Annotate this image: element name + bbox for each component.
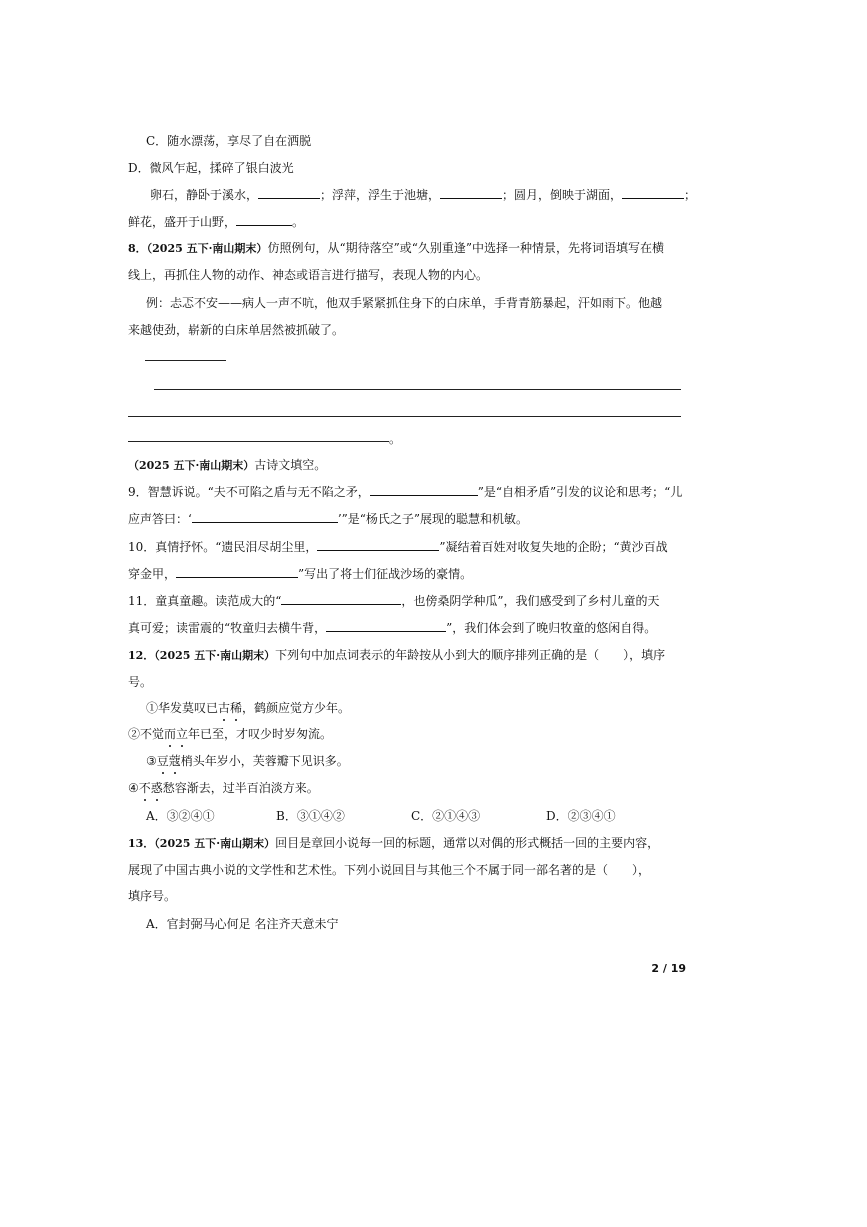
q10-blank-1[interactable] [317, 537, 439, 551]
q8-example-line-1: 例：忐忑不安——病人一声不吭，他双手紧紧抓住身下的白床单，手背青筋暴起，汗如雨下。他越 [146, 296, 663, 310]
q7-blank-2[interactable] [440, 185, 502, 199]
q12-options [146, 806, 706, 826]
q7-fill-line-1: 卵石，静卧于溪水， ；浮萍，浮生于池塘， ；圆月，倒映于湖面， ； [150, 185, 710, 205]
q13-stem-line-3: 填序号。 [128, 889, 177, 903]
q13-stem-line-1: 13．（2025 五下·南山期末）回目是章回小说每一回的标题，通常以对偶的形式概括一回的主要内容， [128, 836, 660, 850]
dotted-char: 稀 [230, 698, 242, 718]
dotted-char: 不 [139, 778, 151, 798]
q12-option-b[interactable]: B．③①④② [276, 809, 345, 823]
q13-stem-line-2: 展现了中国古典小说的文学性和艺术性。下列小说回目与其他三个不属于同一部名著的是（ ）， [128, 863, 651, 877]
q7-option-c: C．随水漂荡，享尽了自在洒脱 [146, 134, 312, 148]
q11-blank-1[interactable] [281, 591, 401, 605]
q9-blank-1[interactable] [370, 482, 478, 496]
q11-line-2: 真可爱；读雷震的“牧童归去横牛背， ”，我们体会到了晚归牧童的悠闲自得。 [128, 618, 688, 638]
q9-blank-2[interactable] [192, 509, 338, 523]
page-number: 2 / 19 [651, 962, 686, 975]
q8-end-mark: 。 [389, 432, 402, 446]
q8-stem-line-1: 8．（2025 五下·南山期末）仿照例句，从“期待落空”或“久别重逢”中选择一种情景，先将词语填写在横 [128, 241, 664, 255]
q9-line-1: 9．智慧诉说。“夫不可陷之盾与无不陷之矛， ”是“自相矛盾”引发的议论和思考；“儿 [128, 482, 688, 502]
q10-line-2: 穿金甲， ”写出了将士们征战沙场的豪情。 [128, 564, 688, 584]
q8-example-line-2: 来越使劲，崭新的白床单居然被抓破了。 [128, 323, 345, 337]
q10-blank-2[interactable] [176, 564, 298, 578]
dotted-char: 蔻 [169, 751, 181, 771]
poem-section-heading: （2025 五下·南山期末）古诗文填空。 [128, 458, 327, 472]
dotted-char: 立 [176, 724, 188, 744]
dotted-char: 古 [218, 698, 230, 718]
q9-line-2: 应声答曰：‘ ’”是“杨氏之子”展现的聪慧和机敏。 [128, 509, 688, 529]
dotted-char: 豆 [157, 751, 169, 771]
q7-option-d: D．微风乍起，揉碎了银白波光 [128, 161, 294, 175]
q12-stem-line-1: 12．（2025 五下·南山期末）下列句中加点词表示的年龄按从小到大的顺序排列正确的是（ ），填序 [128, 648, 666, 662]
q7-blank-1[interactable] [258, 185, 320, 199]
dotted-char: 而 [164, 724, 176, 744]
q12-option-c[interactable]: C．②①④③ [411, 809, 481, 823]
q7-blank-3[interactable] [622, 185, 684, 199]
q11-line-1: 11．童真童趣。读范成大的“ ，也傍桑阴学种瓜”，我们感受到了乡村儿童的天 [128, 591, 688, 611]
q8-answer-line-2[interactable] [128, 416, 681, 417]
q10-line-1: 10．真情抒怀。“遗民泪尽胡尘里， ”凝结着百姓对收复失地的企盼；“黄沙百战 [128, 537, 688, 557]
dotted-char: 惑 [151, 778, 163, 798]
q8-answer-line-3[interactable] [128, 441, 389, 442]
q8-stem-line-2: 线上，再抓住人物的动作、神态或语言进行描写，表现人物的内心。 [128, 268, 489, 282]
q7-fill-line-2: 鲜花，盛开于山野， 。 [128, 212, 688, 232]
q11-blank-2[interactable] [326, 618, 446, 632]
q12-sentence-3: ③豆蔻梢头年岁小，芙蓉瓣下见识多。 [146, 751, 706, 771]
q12-sentence-2: ②不觉而立年已至，才叹少时岁匆流。 [128, 724, 688, 744]
q12-option-a[interactable]: A．③②④① [146, 809, 215, 823]
q12-stem-line-2: 号。 [128, 675, 153, 689]
q8-word-blank[interactable] [145, 360, 226, 361]
q8-answer-line-1[interactable] [154, 389, 681, 390]
q12-option-d[interactable]: D．②③④① [546, 809, 616, 823]
q7-blank-4[interactable] [236, 212, 292, 226]
q12-sentence-1: ①华发莫叹已古稀，鹤颜应觉方少年。 [146, 698, 706, 718]
q13-option-a[interactable]: A．官封弼马心何足 名注齐天意未宁 [146, 917, 339, 931]
q12-sentence-4: ④不惑愁容渐去，过半百泊淡方来。 [128, 778, 688, 798]
